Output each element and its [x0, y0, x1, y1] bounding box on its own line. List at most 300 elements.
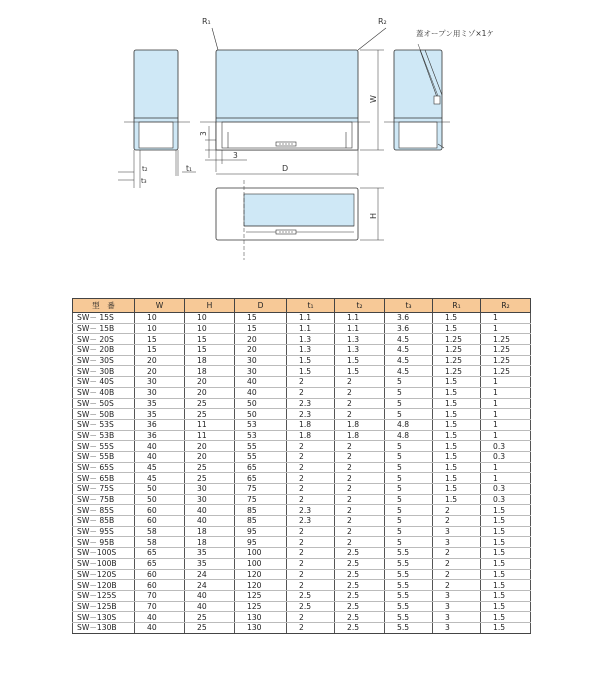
cell-model: SW－100S: [73, 548, 135, 559]
cell-t1: 1.5: [287, 366, 335, 377]
spec-table-header: [73, 299, 531, 313]
cell-model: SW－ 15B: [73, 323, 135, 334]
cell-r2: 1: [481, 430, 531, 441]
cell-r2: 1: [481, 387, 531, 398]
cell-t2: 2: [335, 441, 385, 452]
cell-d: 65: [235, 473, 287, 484]
cell-t2: 1.8: [335, 430, 385, 441]
cell-h: 15: [185, 334, 235, 345]
cell-d: 125: [235, 590, 287, 601]
cell-w: 30: [135, 387, 185, 398]
cell-t1: 2: [287, 622, 335, 633]
cell-r1: 1.5: [433, 451, 481, 462]
cell-r1: 1.5: [433, 398, 481, 409]
cell-r1: 1.5: [433, 430, 481, 441]
cell-r1: 1.5: [433, 473, 481, 484]
cell-r2: 1.5: [481, 526, 531, 537]
cell-w: 10: [135, 313, 185, 324]
table-row: [73, 622, 531, 633]
cell-w: 60: [135, 569, 185, 580]
cell-w: 35: [135, 398, 185, 409]
cell-t2: 2: [335, 505, 385, 516]
table-row: [73, 323, 531, 334]
cell-r1: 1.5: [433, 377, 481, 388]
cell-h: 35: [185, 548, 235, 559]
spec-table-body: [73, 313, 531, 634]
cell-w: 70: [135, 601, 185, 612]
cell-t2: 2.5: [335, 612, 385, 623]
cell-h: 40: [185, 601, 235, 612]
cell-w: 40: [135, 612, 185, 623]
cell-t3: 5.5: [385, 558, 433, 569]
cell-r2: 1: [481, 398, 531, 409]
cell-r2: 1.5: [481, 558, 531, 569]
cell-d: 40: [235, 377, 287, 388]
cell-t3: 5: [385, 398, 433, 409]
cell-r1: 3: [433, 590, 481, 601]
cell-h: 25: [185, 622, 235, 633]
cell-t2: 2.5: [335, 569, 385, 580]
column-header-d: D: [235, 299, 287, 313]
cell-r1: 3: [433, 622, 481, 633]
cell-w: 65: [135, 558, 185, 569]
table-row: [73, 473, 531, 484]
cell-h: 40: [185, 590, 235, 601]
cell-h: 20: [185, 451, 235, 462]
column-header-r1: R₁: [433, 299, 481, 313]
cell-w: 15: [135, 334, 185, 345]
table-row: [73, 526, 531, 537]
cell-model: SW－125B: [73, 601, 135, 612]
cell-w: 40: [135, 441, 185, 452]
cell-h: 15: [185, 345, 235, 356]
cell-w: 60: [135, 505, 185, 516]
table-row: [73, 558, 531, 569]
cell-t1: 1.1: [287, 313, 335, 324]
cell-d: 15: [235, 323, 287, 334]
cell-w: 15: [135, 345, 185, 356]
cell-h: 25: [185, 409, 235, 420]
cell-r1: 1.5: [433, 494, 481, 505]
cell-model: SW－ 53S: [73, 419, 135, 430]
cell-d: 75: [235, 484, 287, 495]
cell-r1: 1.5: [433, 409, 481, 420]
cell-t1: 1.3: [287, 334, 335, 345]
table-row: [73, 548, 531, 559]
cell-w: 35: [135, 409, 185, 420]
cell-t3: 5.5: [385, 622, 433, 633]
cell-t1: 2: [287, 462, 335, 473]
cell-t1: 2: [287, 580, 335, 591]
cell-h: 18: [185, 366, 235, 377]
cell-model: SW－ 95B: [73, 537, 135, 548]
cell-d: 120: [235, 580, 287, 591]
cell-t3: 5: [385, 462, 433, 473]
cell-r2: 1.25: [481, 366, 531, 377]
cell-d: 40: [235, 387, 287, 398]
label-note: 蓋オープン用ミゾ×1ケ: [416, 29, 494, 38]
cell-h: 35: [185, 558, 235, 569]
cell-t2: 1.3: [335, 345, 385, 356]
cell-h: 20: [185, 387, 235, 398]
cell-model: SW－ 20B: [73, 345, 135, 356]
table-row: [73, 537, 531, 548]
cell-h: 10: [185, 323, 235, 334]
cell-t1: 2: [287, 473, 335, 484]
cell-h: 20: [185, 441, 235, 452]
label-t3: t₃: [141, 177, 147, 185]
cell-t3: 5: [385, 494, 433, 505]
cell-r2: 1: [481, 323, 531, 334]
cell-w: 36: [135, 419, 185, 430]
table-row: [73, 601, 531, 612]
cell-r1: 2: [433, 516, 481, 527]
cell-t1: 1.5: [287, 355, 335, 366]
cell-t2: 2.5: [335, 548, 385, 559]
cell-model: SW－125S: [73, 590, 135, 601]
cell-model: SW－ 53B: [73, 430, 135, 441]
cell-w: 20: [135, 355, 185, 366]
cell-w: 50: [135, 484, 185, 495]
cell-d: 55: [235, 441, 287, 452]
table-row: [73, 419, 531, 430]
cell-t3: 4.5: [385, 355, 433, 366]
table-row: [73, 516, 531, 527]
cell-h: 40: [185, 505, 235, 516]
cell-t2: 2: [335, 537, 385, 548]
table-row: [73, 398, 531, 409]
table-row: [73, 387, 531, 398]
cell-r2: 1.5: [481, 622, 531, 633]
cell-model: SW－ 55S: [73, 441, 135, 452]
cell-t3: 5.5: [385, 612, 433, 623]
cell-model: SW－ 65S: [73, 462, 135, 473]
label-d: D: [282, 164, 289, 173]
cell-t2: 2: [335, 526, 385, 537]
cell-t2: 2: [335, 377, 385, 388]
cell-t1: 2: [287, 526, 335, 537]
cell-d: 20: [235, 345, 287, 356]
table-row: [73, 484, 531, 495]
cell-t3: 5: [385, 537, 433, 548]
cell-h: 40: [185, 516, 235, 527]
cell-t1: 2.3: [287, 505, 335, 516]
cell-r1: 1.25: [433, 334, 481, 345]
spec-table: [72, 298, 530, 634]
cell-t2: 2: [335, 516, 385, 527]
cell-r1: 2: [433, 569, 481, 580]
cell-r2: 1.5: [481, 590, 531, 601]
cell-model: SW－ 50B: [73, 409, 135, 420]
cell-r1: 2: [433, 580, 481, 591]
cell-w: 40: [135, 451, 185, 462]
cell-h: 18: [185, 526, 235, 537]
cell-r1: 1.5: [433, 419, 481, 430]
cell-model: SW－120S: [73, 569, 135, 580]
cell-t2: 2: [335, 398, 385, 409]
cell-model: SW－ 15S: [73, 313, 135, 324]
cell-w: 40: [135, 622, 185, 633]
cell-r2: 1.5: [481, 580, 531, 591]
cell-r2: 1.5: [481, 569, 531, 580]
cell-r2: 1.5: [481, 516, 531, 527]
cell-model: SW－120B: [73, 580, 135, 591]
cell-model: SW－130B: [73, 622, 135, 633]
cell-t1: 2: [287, 537, 335, 548]
cell-t2: 2: [335, 473, 385, 484]
column-header-r2: R₂: [481, 299, 531, 313]
cell-r1: 1.5: [433, 387, 481, 398]
cell-r2: 1.25: [481, 334, 531, 345]
cell-d: 85: [235, 516, 287, 527]
column-header-t2: t₂: [335, 299, 385, 313]
cell-d: 20: [235, 334, 287, 345]
cell-r1: 1.25: [433, 345, 481, 356]
table-row: [73, 355, 531, 366]
cell-model: SW－ 40B: [73, 387, 135, 398]
cell-r2: 1.5: [481, 548, 531, 559]
cell-t1: 2.3: [287, 409, 335, 420]
cell-d: 55: [235, 451, 287, 462]
cell-r2: 1: [481, 409, 531, 420]
cell-model: SW－ 40S: [73, 377, 135, 388]
column-header-w: W: [135, 299, 185, 313]
cell-t3: 5: [385, 451, 433, 462]
cell-t2: 2.5: [335, 558, 385, 569]
label-dim-3-horizontal: 3: [233, 151, 238, 160]
cell-h: 10: [185, 313, 235, 324]
cell-r2: 1.5: [481, 601, 531, 612]
cell-t3: 5: [385, 473, 433, 484]
cell-t1: 2: [287, 387, 335, 398]
cell-h: 11: [185, 430, 235, 441]
cell-t3: 5.5: [385, 569, 433, 580]
cell-t3: 5.5: [385, 548, 433, 559]
cell-r1: 3: [433, 526, 481, 537]
table-row: [73, 334, 531, 345]
cell-w: 45: [135, 473, 185, 484]
cell-d: 30: [235, 366, 287, 377]
cell-w: 60: [135, 580, 185, 591]
cell-d: 75: [235, 494, 287, 505]
cell-d: 120: [235, 569, 287, 580]
cell-t3: 4.8: [385, 430, 433, 441]
cell-h: 18: [185, 355, 235, 366]
cell-t1: 1.8: [287, 430, 335, 441]
cell-t3: 5: [385, 409, 433, 420]
cell-d: 50: [235, 398, 287, 409]
cell-r2: 0.3: [481, 451, 531, 462]
cell-w: 36: [135, 430, 185, 441]
table-row: [73, 409, 531, 420]
cell-r1: 1.25: [433, 366, 481, 377]
cell-t1: 2: [287, 494, 335, 505]
cell-model: SW－130S: [73, 612, 135, 623]
table-row: [73, 590, 531, 601]
cell-d: 125: [235, 601, 287, 612]
cell-t1: 2.5: [287, 601, 335, 612]
column-header-model: 型 番: [73, 299, 135, 313]
cell-t1: 2: [287, 441, 335, 452]
cell-t2: 1.5: [335, 355, 385, 366]
label-w: W: [369, 95, 378, 103]
cell-h: 11: [185, 419, 235, 430]
cell-t1: 2: [287, 451, 335, 462]
cell-t3: 4.5: [385, 345, 433, 356]
cell-t1: 2.3: [287, 398, 335, 409]
cell-d: 53: [235, 430, 287, 441]
column-header-t3: t₃: [385, 299, 433, 313]
cell-t1: 2: [287, 548, 335, 559]
cell-h: 24: [185, 580, 235, 591]
cell-w: 70: [135, 590, 185, 601]
cell-r1: 1.5: [433, 313, 481, 324]
cell-model: SW－ 20S: [73, 334, 135, 345]
cell-model: SW－ 65B: [73, 473, 135, 484]
cell-r1: 1.5: [433, 484, 481, 495]
cell-h: 25: [185, 462, 235, 473]
table-row: [73, 462, 531, 473]
cell-r2: 1.5: [481, 505, 531, 516]
label-dim-3-vertical: 3: [199, 131, 208, 136]
cell-model: SW－ 50S: [73, 398, 135, 409]
cell-t2: 2: [335, 494, 385, 505]
cell-t2: 1.1: [335, 313, 385, 324]
cell-w: 65: [135, 548, 185, 559]
cell-r1: 1.5: [433, 441, 481, 452]
cell-w: 58: [135, 526, 185, 537]
cell-h: 25: [185, 398, 235, 409]
cell-r2: 1: [481, 473, 531, 484]
cell-t2: 2.5: [335, 622, 385, 633]
cell-r1: 3: [433, 537, 481, 548]
cell-w: 10: [135, 323, 185, 334]
cell-t1: 2: [287, 377, 335, 388]
cell-w: 45: [135, 462, 185, 473]
cell-t3: 5: [385, 505, 433, 516]
cell-model: SW－ 75S: [73, 484, 135, 495]
cell-h: 24: [185, 569, 235, 580]
cell-model: SW－ 85B: [73, 516, 135, 527]
cell-r2: 1.25: [481, 355, 531, 366]
table-row: [73, 505, 531, 516]
cell-t1: 1.1: [287, 323, 335, 334]
cell-d: 30: [235, 355, 287, 366]
cell-t2: 2.5: [335, 601, 385, 612]
cell-r2: 1: [481, 377, 531, 388]
side-view-right: [384, 44, 450, 150]
cell-h: 18: [185, 537, 235, 548]
cell-r1: 3: [433, 601, 481, 612]
cell-t1: 2: [287, 569, 335, 580]
cell-t3: 3.6: [385, 323, 433, 334]
cell-d: 95: [235, 537, 287, 548]
cell-t3: 3.6: [385, 313, 433, 324]
table-row: [73, 612, 531, 623]
cell-r2: 0.3: [481, 441, 531, 452]
cell-t2: 1.8: [335, 419, 385, 430]
front-view: [200, 28, 386, 176]
cell-t2: 1.3: [335, 334, 385, 345]
cell-t2: 2: [335, 484, 385, 495]
label-r2: R₂: [378, 17, 387, 26]
cell-h: 30: [185, 494, 235, 505]
label-r1: R₁: [202, 17, 211, 26]
cell-d: 85: [235, 505, 287, 516]
cell-model: SW－ 30B: [73, 366, 135, 377]
cell-t3: 5: [385, 484, 433, 495]
cell-d: 15: [235, 313, 287, 324]
cell-r2: 1.5: [481, 537, 531, 548]
cell-model: SW－ 55B: [73, 451, 135, 462]
cell-t1: 2.3: [287, 516, 335, 527]
cell-t2: 2: [335, 462, 385, 473]
cell-d: 100: [235, 558, 287, 569]
cell-t3: 4.5: [385, 366, 433, 377]
cell-r1: 1.5: [433, 323, 481, 334]
label-t1: t₁: [186, 164, 192, 173]
table-row: [73, 580, 531, 591]
table-row: [73, 377, 531, 388]
cell-model: SW－100B: [73, 558, 135, 569]
cell-r1: 3: [433, 612, 481, 623]
cell-d: 95: [235, 526, 287, 537]
table-row: [73, 441, 531, 452]
cell-t3: 5: [385, 526, 433, 537]
cell-d: 50: [235, 409, 287, 420]
cell-r1: 2: [433, 548, 481, 559]
table-row: [73, 569, 531, 580]
cell-h: 25: [185, 612, 235, 623]
cell-t3: 4.8: [385, 419, 433, 430]
column-header-t1: t₁: [287, 299, 335, 313]
side-view-left: [118, 50, 196, 188]
cell-t3: 4.5: [385, 334, 433, 345]
cell-r2: 1: [481, 462, 531, 473]
technical-drawing: [0, 0, 600, 280]
cell-t3: 5: [385, 377, 433, 388]
cell-h: 20: [185, 377, 235, 388]
cell-r2: 1: [481, 419, 531, 430]
cell-t2: 1.1: [335, 323, 385, 334]
cell-r2: 1.25: [481, 345, 531, 356]
cell-model: SW－ 75B: [73, 494, 135, 505]
cell-r2: 0.3: [481, 484, 531, 495]
cell-model: SW－ 85S: [73, 505, 135, 516]
cell-h: 30: [185, 484, 235, 495]
table-row: [73, 313, 531, 324]
cell-r1: 1.25: [433, 355, 481, 366]
cell-t1: 2.5: [287, 590, 335, 601]
table-row: [73, 366, 531, 377]
table-row: [73, 345, 531, 356]
label-h: H: [369, 212, 378, 219]
cell-r1: 1.5: [433, 462, 481, 473]
cell-t1: 2: [287, 484, 335, 495]
cell-t3: 5: [385, 441, 433, 452]
cell-t2: 2: [335, 451, 385, 462]
cell-r1: 2: [433, 558, 481, 569]
cell-h: 25: [185, 473, 235, 484]
cell-w: 58: [135, 537, 185, 548]
cell-w: 30: [135, 377, 185, 388]
cell-t2: 1.5: [335, 366, 385, 377]
cell-t1: 1.8: [287, 419, 335, 430]
cell-w: 50: [135, 494, 185, 505]
cell-w: 20: [135, 366, 185, 377]
cell-d: 65: [235, 462, 287, 473]
bottom-view: [216, 180, 384, 260]
